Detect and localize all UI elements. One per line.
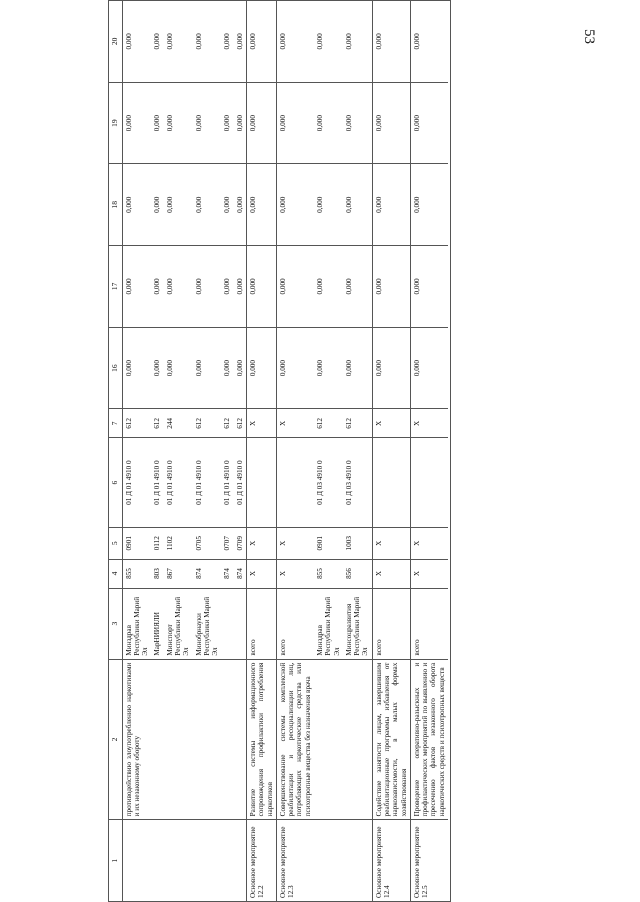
target-article-cell: 01 Д 03 4910 0 bbox=[314, 438, 343, 528]
grbs-cell: 874 bbox=[234, 559, 247, 588]
event-code-cell: Основное мероприятие 12.3 bbox=[276, 820, 314, 902]
amount-cell: 0,000 bbox=[234, 1, 247, 83]
amount-cell: 0,000 bbox=[193, 164, 222, 246]
event-name-cell bbox=[234, 659, 247, 820]
event-name-cell bbox=[193, 659, 222, 820]
executor-cell: всего bbox=[276, 588, 314, 659]
column-header: 4 bbox=[109, 559, 123, 588]
amount-cell: 0,000 bbox=[314, 246, 343, 328]
table-row bbox=[247, 1, 277, 902]
target-article-cell: 01 Д 01 4910 0 bbox=[193, 438, 222, 528]
amount-cell: 0,000 bbox=[276, 327, 314, 409]
amount-cell: 0,000 bbox=[164, 164, 193, 246]
column-header: 7 bbox=[109, 409, 123, 438]
amount-cell: 0,000 bbox=[122, 246, 151, 328]
event-name-cell: Совершенствование системы комплексной реабилитации и ресоциализации лиц, потребляющих наркотические средства или психотропные вещества без назначения врача bbox=[276, 659, 314, 820]
amount-cell: 0,000 bbox=[314, 1, 343, 83]
expense-type-cell: 612 bbox=[122, 409, 151, 438]
amount-cell: 0,000 bbox=[164, 82, 193, 164]
table-row bbox=[372, 1, 410, 902]
section-cell: 0901 bbox=[122, 527, 151, 559]
table-row bbox=[314, 1, 343, 902]
event-code-cell bbox=[164, 820, 193, 902]
expense-type-cell: 612 bbox=[193, 409, 222, 438]
amount-cell: 0,000 bbox=[247, 246, 277, 328]
section-cell: 0709 bbox=[234, 527, 247, 559]
event-name-cell bbox=[314, 659, 343, 820]
amount-cell: 0,000 bbox=[193, 1, 222, 83]
amount-cell: 0,000 bbox=[276, 82, 314, 164]
amount-cell: 0,000 bbox=[372, 82, 410, 164]
column-header: 3 bbox=[109, 588, 123, 659]
event-code-cell bbox=[234, 820, 247, 902]
amount-cell: 0,000 bbox=[314, 82, 343, 164]
event-name-cell bbox=[151, 659, 163, 820]
event-name-cell bbox=[221, 659, 233, 820]
executor-cell: всего bbox=[372, 588, 410, 659]
event-code-cell: Основное мероприятие 12.5 bbox=[410, 820, 448, 902]
table-bottom-border bbox=[448, 1, 451, 902]
grbs-cell: 874 bbox=[221, 559, 233, 588]
amount-cell: 0,000 bbox=[410, 164, 448, 246]
table-body bbox=[122, 1, 448, 902]
amount-cell: 0,000 bbox=[221, 1, 233, 83]
event-name-cell: противодействию злоупотреблению наркотиками и их незаконному обороту bbox=[122, 659, 151, 820]
grbs-cell: X bbox=[247, 559, 277, 588]
executor-cell: Минздрав Республики Марий Эл bbox=[314, 588, 343, 659]
amount-cell: 0,000 bbox=[410, 82, 448, 164]
column-header: 18 bbox=[109, 164, 123, 246]
amount-cell: 0,000 bbox=[372, 327, 410, 409]
amount-cell: 0,000 bbox=[193, 246, 222, 328]
grbs-cell: 874 bbox=[193, 559, 222, 588]
grbs-cell: X bbox=[410, 559, 448, 588]
amount-cell: 0,000 bbox=[247, 82, 277, 164]
column-header: 1 bbox=[109, 820, 123, 902]
amount-cell: 0,000 bbox=[410, 246, 448, 328]
section-cell: X bbox=[247, 527, 277, 559]
column-header: 5 bbox=[109, 527, 123, 559]
expense-type-cell: 612 bbox=[221, 409, 233, 438]
section-cell: 0707 bbox=[221, 527, 233, 559]
target-article-cell: 01 Д 01 4910 0 bbox=[234, 438, 247, 528]
expense-type-cell: 612 bbox=[314, 409, 343, 438]
executor-cell: Минздрав Республики Марий Эл bbox=[122, 588, 151, 659]
amount-cell: 0,000 bbox=[221, 327, 233, 409]
amount-cell: 0,000 bbox=[151, 82, 163, 164]
amount-cell: 0,000 bbox=[343, 246, 372, 328]
grbs-cell: 803 bbox=[151, 559, 163, 588]
expense-type-cell: X bbox=[372, 409, 410, 438]
event-name-cell bbox=[343, 659, 372, 820]
amount-cell: 0,000 bbox=[221, 246, 233, 328]
grbs-cell: 856 bbox=[343, 559, 372, 588]
table-row bbox=[122, 1, 151, 902]
grbs-cell: X bbox=[276, 559, 314, 588]
event-code-cell bbox=[314, 820, 343, 902]
grbs-cell: 855 bbox=[122, 559, 151, 588]
expense-type-cell: X bbox=[247, 409, 277, 438]
grbs-cell: X bbox=[372, 559, 410, 588]
section-cell: 0705 bbox=[193, 527, 222, 559]
amount-cell: 0,000 bbox=[122, 1, 151, 83]
table-row bbox=[164, 1, 193, 902]
event-name-cell: Содействие занятости лицам, завершившим реабилитационные программы избавления от наркозависимости, в малых формах хозяйствования bbox=[372, 659, 410, 820]
page-number: 53 bbox=[581, 29, 597, 44]
amount-cell: 0,000 bbox=[122, 82, 151, 164]
event-name-cell: Проведение оперативно-разыскных и профилактических мероприятий по выявлению и пресечению фактов незаконного оборота наркотических средств и психотропных веществ bbox=[410, 659, 448, 820]
section-cell: X bbox=[372, 527, 410, 559]
target-article-cell bbox=[410, 438, 448, 528]
executor-cell: Минспорт Республики Марий Эл bbox=[164, 588, 193, 659]
target-article-cell bbox=[276, 438, 314, 528]
table-row bbox=[410, 1, 448, 902]
column-header: 16 bbox=[109, 327, 123, 409]
amount-cell: 0,000 bbox=[234, 327, 247, 409]
amount-cell: 0,000 bbox=[276, 246, 314, 328]
amount-cell: 0,000 bbox=[247, 1, 277, 83]
amount-cell: 0,000 bbox=[164, 1, 193, 83]
amount-cell: 0,000 bbox=[372, 164, 410, 246]
target-article-cell bbox=[247, 438, 277, 528]
amount-cell: 0,000 bbox=[314, 327, 343, 409]
amount-cell: 0,000 bbox=[247, 327, 277, 409]
column-header: 20 bbox=[109, 1, 123, 83]
table-row bbox=[151, 1, 163, 902]
table-row bbox=[276, 1, 314, 902]
expense-type-cell: X bbox=[276, 409, 314, 438]
expense-type-cell: X bbox=[410, 409, 448, 438]
section-cell: 1102 bbox=[164, 527, 193, 559]
amount-cell: 0,000 bbox=[122, 164, 151, 246]
amount-cell: 0,000 bbox=[193, 327, 222, 409]
amount-cell: 0,000 bbox=[343, 1, 372, 83]
executor-cell: всего bbox=[247, 588, 277, 659]
target-article-cell: 01 Д 01 4910 0 bbox=[122, 438, 151, 528]
table-row bbox=[234, 1, 247, 902]
table-row bbox=[343, 1, 372, 902]
amount-cell: 0,000 bbox=[122, 327, 151, 409]
section-cell: X bbox=[276, 527, 314, 559]
amount-cell: 0,000 bbox=[221, 82, 233, 164]
section-cell: 0112 bbox=[151, 527, 163, 559]
event-code-cell bbox=[122, 820, 151, 902]
amount-cell: 0,000 bbox=[276, 1, 314, 83]
executor-cell: Минобрнауки Республики Марий Эл bbox=[193, 588, 222, 659]
event-code-cell: Основное мероприятие 12.2 bbox=[247, 820, 277, 902]
table-row bbox=[221, 1, 233, 902]
amount-cell: 0,000 bbox=[410, 327, 448, 409]
expense-type-cell: 612 bbox=[343, 409, 372, 438]
amount-cell: 0,000 bbox=[372, 1, 410, 83]
amount-cell: 0,000 bbox=[276, 164, 314, 246]
event-code-cell bbox=[193, 820, 222, 902]
column-header: 2 bbox=[109, 659, 123, 820]
column-header: 17 bbox=[109, 246, 123, 328]
amount-cell: 0,000 bbox=[151, 164, 163, 246]
event-code-cell bbox=[151, 820, 163, 902]
target-article-cell: 01 Д 01 4910 0 bbox=[151, 438, 163, 528]
amount-cell: 0,000 bbox=[343, 327, 372, 409]
amount-cell: 0,000 bbox=[234, 164, 247, 246]
event-name-cell: Развитие системы информационного сопровождения профилактики потребления наркотиков bbox=[247, 659, 277, 820]
target-article-cell: 01 Д 01 4910 0 bbox=[221, 438, 233, 528]
section-cell: X bbox=[410, 527, 448, 559]
amount-cell: 0,000 bbox=[151, 246, 163, 328]
amount-cell: 0,000 bbox=[221, 164, 233, 246]
executor-cell bbox=[221, 588, 233, 659]
amount-cell: 0,000 bbox=[343, 82, 372, 164]
amount-cell: 0,000 bbox=[164, 246, 193, 328]
amount-cell: 0,000 bbox=[151, 1, 163, 83]
amount-cell: 0,000 bbox=[247, 164, 277, 246]
table-row bbox=[193, 1, 222, 902]
event-name-cell bbox=[164, 659, 193, 820]
target-article-cell: 01 Д 03 4910 0 bbox=[343, 438, 372, 528]
section-cell: 1003 bbox=[343, 527, 372, 559]
amount-cell: 0,000 bbox=[372, 246, 410, 328]
event-code-cell bbox=[221, 820, 233, 902]
budget-table bbox=[108, 0, 451, 902]
column-header: 6 bbox=[109, 438, 123, 528]
amount-cell: 0,000 bbox=[193, 82, 222, 164]
amount-cell: 0,000 bbox=[151, 327, 163, 409]
executor-cell: МарНИИЯЛИ bbox=[151, 588, 163, 659]
amount-cell: 0,000 bbox=[343, 164, 372, 246]
executor-cell: всего bbox=[410, 588, 448, 659]
expense-type-cell: 612 bbox=[234, 409, 247, 438]
amount-cell: 0,000 bbox=[314, 164, 343, 246]
grbs-cell: 867 bbox=[164, 559, 193, 588]
amount-cell: 0,000 bbox=[410, 1, 448, 83]
amount-cell: 0,000 bbox=[234, 82, 247, 164]
expense-type-cell: 612 bbox=[151, 409, 163, 438]
column-header: 19 bbox=[109, 82, 123, 164]
table-header-row bbox=[109, 1, 123, 902]
executor-cell bbox=[234, 588, 247, 659]
executor-cell: Минсоцразвития Республики Марий Эл bbox=[343, 588, 372, 659]
event-code-cell bbox=[343, 820, 372, 902]
grbs-cell: 855 bbox=[314, 559, 343, 588]
amount-cell: 0,000 bbox=[164, 327, 193, 409]
target-article-cell bbox=[372, 438, 410, 528]
amount-cell: 0,000 bbox=[234, 246, 247, 328]
target-article-cell: 01 Д 01 4910 0 bbox=[164, 438, 193, 528]
expense-type-cell: 244 bbox=[164, 409, 193, 438]
event-code-cell: Основное мероприятие 12.4 bbox=[372, 820, 410, 902]
rotated-table-sheet bbox=[108, 0, 544, 902]
section-cell: 0901 bbox=[314, 527, 343, 559]
